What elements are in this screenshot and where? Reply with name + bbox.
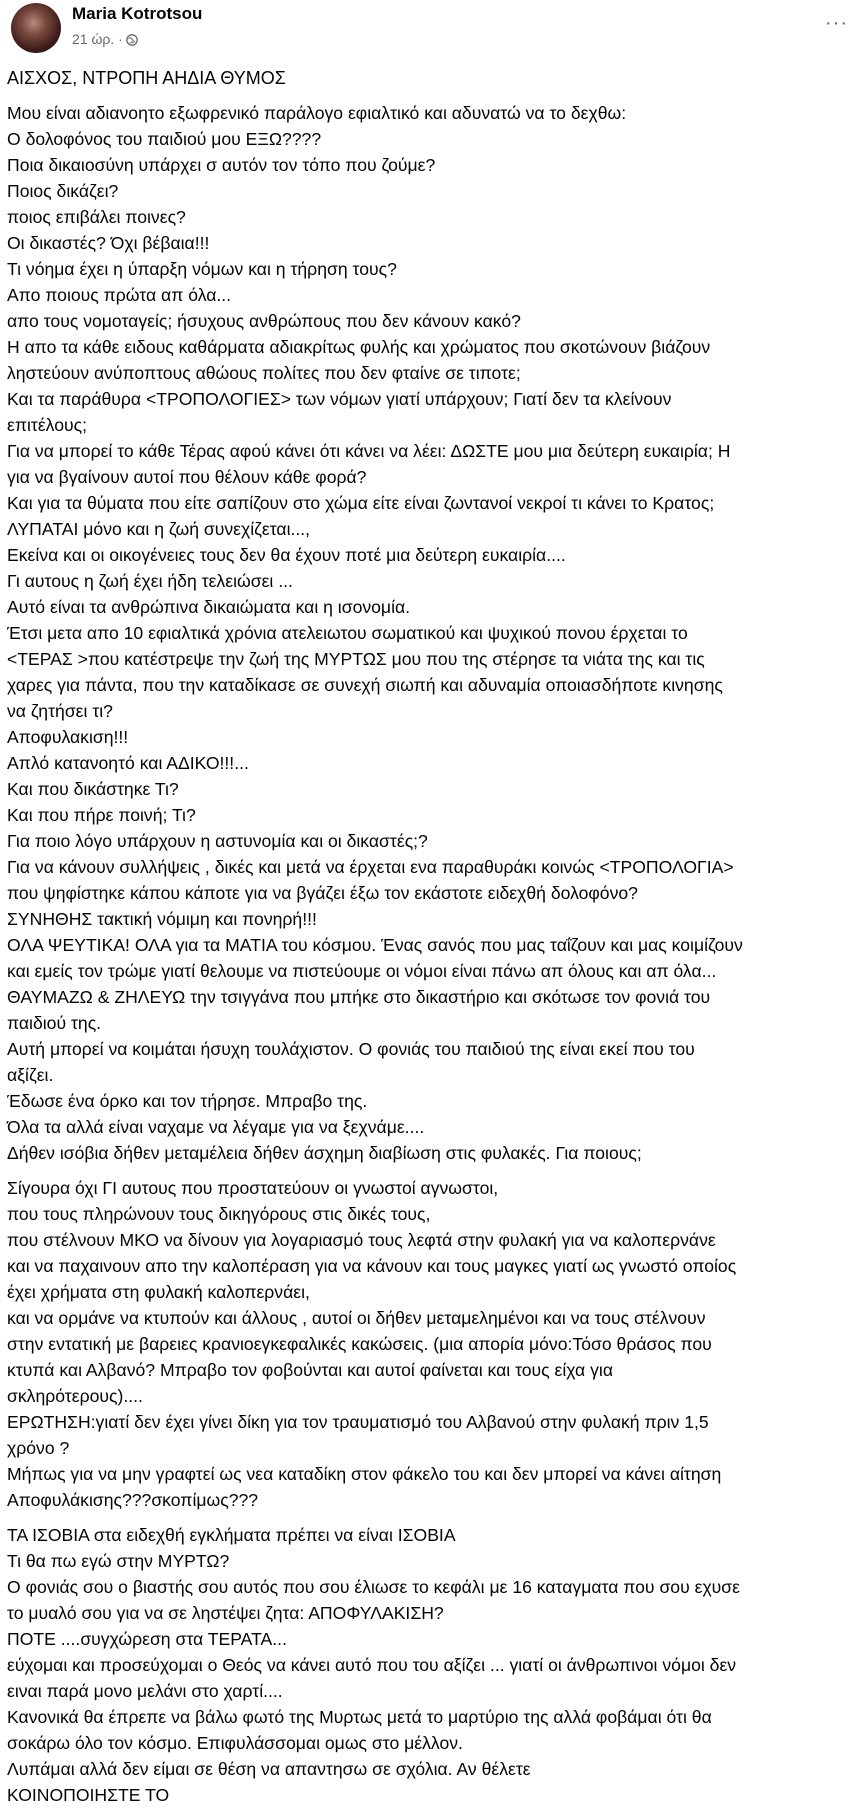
post-text-line: ΟΛΑ ΨΕΥΤΙΚΑ! ΟΛΑ για τα ΜΑΤΙΑ του κόσμου. Ένας σανός που μας ταΐζουν και μας κοιμίζουν: [7, 935, 743, 955]
post-text-line: να ζητήσει τι?: [7, 701, 113, 721]
post-text-line: ποιος επιβάλει ποινες?: [7, 207, 186, 227]
post-text-line: χρόνο ?: [7, 1438, 70, 1458]
post-text-line: Έτσι μετα απο 10 εφιαλτικά χρόνια ατελειωτου σωματικού και ψυχικού πονου έρχεται το: [7, 623, 688, 643]
post-text-line: Για να κάνουν συλλήψεις , δικές και μετά να έρχεται ενα παραθυράκι κοινώς <ΤΡΟΠΟΛΟΓΙΑ>: [7, 857, 734, 877]
post-text-line: Λυπάμαι αλλά δεν είμαι σε θέση να απαντησω σε σχόλια. Αν θέλετε: [7, 1759, 531, 1779]
post-text-line: Ποια δικαιοσύνη υπάρχει σ αυτόν τον τόπο που ζούμε?: [7, 155, 436, 175]
post-text-line: χαρες για πάντα, που την καταδίκασε σε συνεχή σιωπή και αδυναμία οποιασδήποτε κινησης: [7, 675, 723, 695]
post-text-line: Ο φονιάς σου ο βιαστής σου αυτός που σου έλιωσε το κεφάλι με 16 καταγματα που σου εχυσε: [7, 1577, 741, 1597]
post-text-line: Αποφυλάκισης???σκοπίμως???: [7, 1490, 259, 1510]
post-text-line: ΚΟΙΝΟΠΟΙΗΣΤΕ ΤΟ: [7, 1785, 170, 1805]
post-text-line: Για ποιο λόγο υπάρχουν η αστυνομία και οι δικαστές;?: [7, 831, 428, 851]
post-text-line: ληστεύουν ανύποπτους αθώους πολίτες που δεν φταίνε σε τιποτε;: [7, 363, 521, 383]
post-text-line: Οι δικαστές? Όχι βέβαια!!!: [7, 233, 210, 253]
post-text-line: ΕΡΩΤΗΣΗ:γιατί δεν έχει γίνει δίκη για τον τραυματισμό του Αλβανού στην φυλακή πριν 1,5: [7, 1412, 709, 1432]
post-text-line: επιτέλους;: [7, 415, 87, 435]
post-text-line: αξίζει.: [7, 1065, 54, 1085]
post-text-line: Και για τα θύματα που είτε σαπίζουν στο χώμα είτε είναι ζωντανοί νεκροί τι κάνει το Κρατος;: [7, 493, 715, 513]
post-text-line: Αποφυλακιση!!!: [7, 727, 129, 747]
post-text-line: Απλό κατανοητό και ΑΔΙΚΟ!!!...: [7, 753, 249, 773]
post-text-line: ΣΥΝΗΘΗΣ τακτική νόμιμη και πονηρή!!!: [7, 909, 317, 929]
post-text-line: και να παχαινουν απο την καλοπέραση για να κάνουν και τους μαγκες γιατί ως γνωστό οποίος: [7, 1256, 737, 1276]
post-text-line: Μήπως για να μην γραφτεί ως νεα καταδίκη στον φάκελο του και δεν μπορεί να κάνει αίτηση: [7, 1464, 722, 1484]
post-text-line: Κανονικά θα έπρεπε να βάλω φωτό της Μυρτως μετά το μαρτύριο της αλλά φοβάμαι ότι θα: [7, 1707, 712, 1727]
post-text-line: Σίγουρα όχι ΓΙ αυτους που προστατεύουν οι γνωστοί αγνωστοι,: [7, 1178, 499, 1198]
post-text-line: Ποιος δικάζει?: [7, 181, 119, 201]
post-text-line: Αυτό είναι τα ανθρώπινα δικαιώματα και η ισονομία.: [7, 597, 411, 617]
post-text-line: ειναι παρά μονο μελάνι στο χαρτί....: [7, 1681, 283, 1701]
post-time[interactable]: 21 ώρ. ·: [72, 31, 123, 47]
post-text-line: ΘΑΥΜΑΖΩ & ΖΗΛΕΥΩ την τσιγγάνα που μπήκε στο δικαστήριο και σκότωσε τον φονιά του: [7, 987, 711, 1007]
author-name[interactable]: Maria Kotrotsou: [72, 4, 203, 23]
post-text-line: απο τους νομοταγείς; ήσυχους ανθρώπους που δεν κάνουν κακό?: [7, 311, 521, 331]
post-text-line: ΠΟΤΕ ....συγχώρεση στα ΤΕΡΑΤΑ...: [7, 1629, 287, 1649]
post-text-line: Η απο τα κάθε ειδους καθάρματα αδιακρίτως φυλής και χρώματος που σκοτώνουν βιάζουν: [7, 337, 711, 357]
post-paragraph: [7, 1522, 865, 1808]
post-text-line: Και τα παράθυρα <ΤΡΟΠΟΛΟΓΙΕΣ> των νόμων γιατί υπάρχουν; Γιατί δεν τα κλείνουν: [7, 389, 672, 409]
post-paragraph: [7, 100, 865, 1166]
post-text-line: και να ορμάνε να κτυπούν και άλλους , αυτοί οι δήθεν μεταμελημένοι και να τους στέλνουν: [7, 1308, 706, 1328]
globe-icon: [126, 33, 138, 45]
post-text-line: Και που δικάστηκε Τι?: [7, 779, 179, 799]
post-text-line: Ο δολοφόνος του παιδιού μου ΕΞΩ????: [7, 129, 322, 149]
post-text-line: σκληρότερους)....: [7, 1386, 143, 1406]
more-options-icon[interactable]: ···: [825, 12, 848, 34]
post-body: [7, 100, 865, 1808]
post-text-line: εύχομαι και προσεύχομαι ο Θεός να κάνει αυτό που του αξίζει ... γιατί οι άνθρωπινοι νόμοι δεν: [7, 1655, 737, 1675]
post-text-line: ΤΑ ΙΣΟΒΙΑ στα ειδεχθή εγκλήματα πρέπει να είναι ΙΣΟΒΙΑ: [7, 1525, 456, 1545]
post-text-line: ΛΥΠΑΤΑΙ μόνο και η ζωή συνεχίζεται...,: [7, 519, 311, 539]
post-text-line: που στέλνουν ΜΚΟ να δίνουν για λογαριασμό τους λεφτά στην φυλακή για να καλοπερνάνε: [7, 1230, 716, 1250]
post-title: ΑΙΣΧΟΣ, ΝΤΡΟΠΗ ΑΗΔΙΑ ΘΥΜΟΣ: [7, 68, 286, 88]
post-text-line: Γι αυτους η ζωή έχει ήδη τελειώσει ...: [7, 571, 293, 591]
post-text-line: Για να μπορεί το κάθε Τέρας αφού κάνει ότι κάνει να λέει: ΔΩΣΤΕ μου μια δεύτερη ευκαιρία; Η: [7, 441, 731, 461]
post-text-line: για να βγαίνουν αυτοί που θέλουν κάθε φορά?: [7, 467, 367, 487]
post-text-line: έχει χρήματα στη φυλακή καλοπερνάει,: [7, 1282, 310, 1302]
post-text-line: σοκάρω όλο τον κόσμο. Επιφυλάσσομαι ομως στο μέλλον.: [7, 1733, 463, 1753]
post-text-line: Τι θα πω εγώ στην ΜΥΡΤΩ?: [7, 1551, 230, 1571]
post-text-line: Δήθεν ισόβια δήθεν μεταμέλεια δήθεν άσχημη διαβίωση στις φυλακές. Για ποιους;: [7, 1143, 642, 1163]
post-meta: [72, 31, 138, 47]
post-text-line: κτυπά και Αλβανό? Μπραβο τον φοβούνται και αυτοί φαίνεται και τους είχα για: [7, 1360, 613, 1380]
post-text-line: Όλα τα αλλά είναι ναχαμε να λέγαμε για να ξεχνάμε....: [7, 1117, 425, 1137]
post-paragraph: [7, 1175, 865, 1513]
author-avatar[interactable]: [11, 3, 61, 53]
post-text-line: Τι νόημα έχει η ύπαρξη νόμων και η τήρηση τους?: [7, 259, 397, 279]
post-text-line: στην εντατική με βαρειες κρανιοεγκεφαλικές κακώσεις. (μια απορία μόνο:Τόσο θράσος που: [7, 1334, 712, 1354]
post-text-line: Μου είναι αδιανοητο εξωφρενικό παράλογο εφιαλτικό και αδυνατώ να το δεχθω:: [7, 103, 627, 123]
post-text-line: το μυαλό σου για να σε ληστέψει ζητα: ΑΠΟΦΥΛΑΚΙΣΗ?: [7, 1603, 444, 1623]
post-text-line: Έδωσε ένα όρκο και τον τήρησε. Μπραβο της.: [7, 1091, 368, 1111]
post-text-line: που ψηφίστηκε κάπου κάποτε για να βγάζει έξω τον εκάστοτε ειδεχθή δολοφόνο?: [7, 883, 638, 903]
post-text-line: που τους πληρώνουν τους δικηγόρους στις δικές τους,: [7, 1204, 431, 1224]
post-text-line: Και που πήρε ποινή; Τι?: [7, 805, 196, 825]
post-text-line: Αυτή μπορεί να κοιμάται ήσυχη τουλάχιστον. Ο φονιάς του παιδιού της είναι εκεί που του: [7, 1039, 695, 1059]
post-text-line: και εμείς τον τρώμε γιατί θελουμε να πιστεύουμε οι νόμοι είναι πάνω απ όλους και απ όλα...: [7, 961, 717, 981]
post-text-line: <ΤΕΡΑΣ >που κατέστρεψε την ζωή της ΜΥΡΤΩΣ μου που της στέρησε τα νιάτα της και τις: [7, 649, 705, 669]
post-text-line: Απο ποιους πρώτα απ όλα...: [7, 285, 232, 305]
post-text-line: παιδιού της.: [7, 1013, 102, 1033]
post-text-line: Εκείνα και οι οικογένειες τους δεν θα έχουν ποτέ μια δεύτερη ευκαιρία....: [7, 545, 566, 565]
